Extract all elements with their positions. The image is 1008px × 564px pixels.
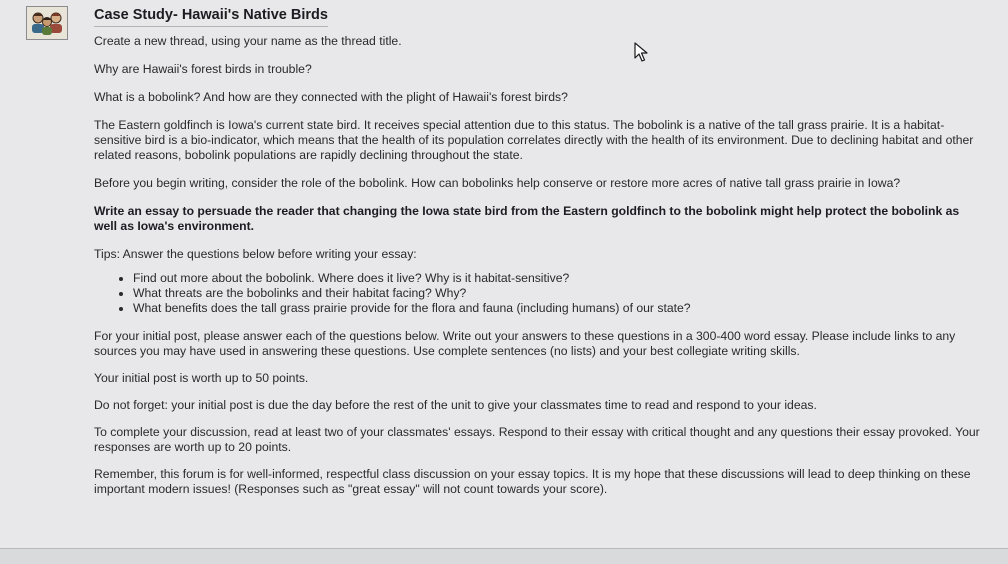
paragraph-remember: Remember, this forum is for well-informed, respectful class discussion on your essay topics. It is my hope that these discussions will lead to deep thinking on these important modern issues! (Responses such as "great essay" will not count towards your score).	[94, 467, 971, 496]
paragraph-initial-post: For your initial post, please answer each of the questions below. Write out your answers to these questions in a 300-400 word essay. Please include links to any sources you may have used in answering these questions. Use complete sentences (no lists) and your best collegiate writing skills.	[94, 329, 956, 358]
group-avatar-icon	[27, 7, 67, 39]
paragraph-question-1: Why are Hawaii's forest birds in trouble?	[94, 62, 312, 76]
paragraph-thread-instruction: Create a new thread, using your name as the thread title.	[94, 34, 402, 48]
list-item: • Find out more about the bobolink. Where does it live? Why is it habitat-sensitive?	[133, 271, 984, 286]
tips-list	[94, 271, 984, 316]
paragraph-essay-prompt: Write an essay to persuade the reader that changing the Iowa state bird from the Eastern goldfinch to the bobolink might help protect the bobolink as well as Iowa's environment.	[94, 204, 960, 233]
list-item: • What benefits does the tall grass prairie provide for the flora and fauna (including humans) of our state?	[133, 301, 984, 316]
post-title[interactable]: Case Study- Hawaii's Native Birds	[94, 6, 328, 27]
paragraph-background: The Eastern goldfinch is Iowa's current state bird. It receives special attention due to this status. The bobolink is a native of the tall grass prairie. It is a habitat-sensitive bird is a bio-indicator, which means that the health of its population correlates directly with the health of its environment. Due to declining habitat and other related reasons, bobolink populations are rapidly declining throughout the state.	[94, 118, 974, 162]
avatar[interactable]	[26, 6, 68, 40]
post-body	[94, 6, 984, 497]
paragraph-deadline: Do not forget: your initial post is due the day before the rest of the unit to give your classmates time to read and respond to your ideas.	[94, 398, 817, 412]
paragraph-points-initial: Your initial post is worth up to 50 points.	[94, 371, 309, 385]
mouse-pointer-icon	[634, 42, 648, 67]
paragraph-responses: To complete your discussion, read at least two of your classmates' essays. Respond to their essay with critical thought and any questions their essay provoked. Your responses are worth up to 20 points.	[94, 425, 980, 454]
paragraph-question-2: What is a bobolink? And how are they connected with the plight of Hawaii's forest birds?	[94, 90, 568, 104]
paragraph-consider: Before you begin writing, consider the role of the bobolink. How can bobolinks help conserve or restore more acres of native tall grass prairie in Iowa?	[94, 176, 901, 190]
paragraph-tips: Tips: Answer the questions below before writing your essay:	[94, 247, 417, 261]
list-item: • What threats are the bobolinks and their habitat facing? Why?	[133, 286, 984, 301]
